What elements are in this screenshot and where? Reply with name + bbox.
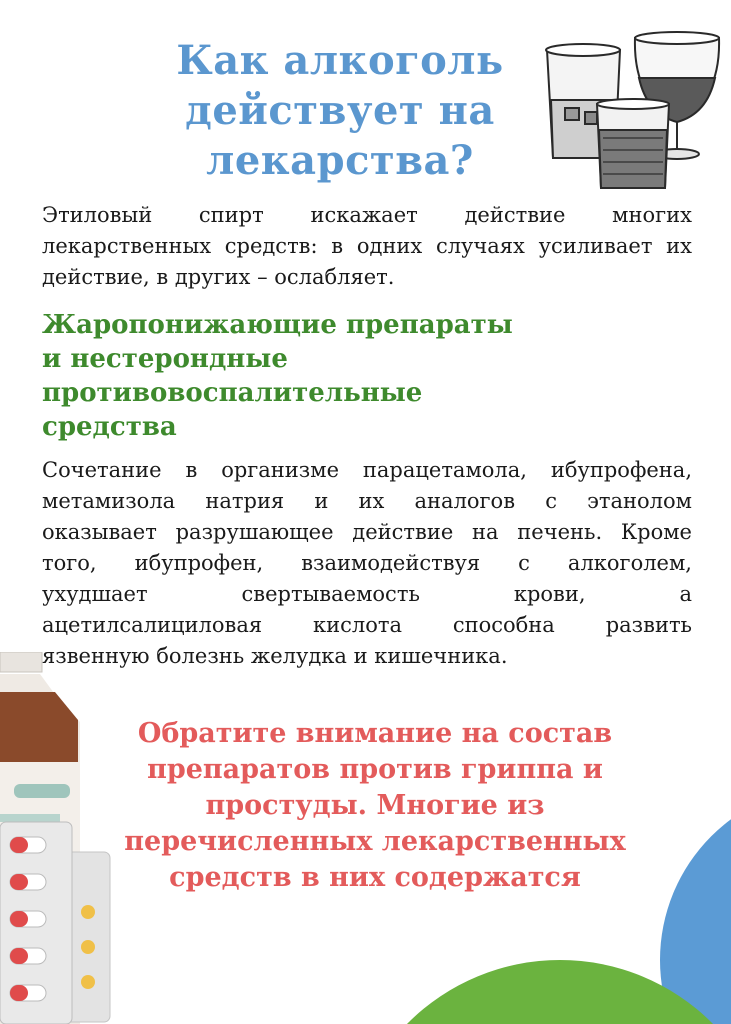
glasses-illustration — [535, 30, 725, 195]
page-title — [120, 36, 560, 186]
section-heading — [42, 308, 642, 444]
warning-callout — [75, 716, 675, 896]
intro-line: лекарственных средств: в одних случаях усиливает их — [42, 234, 692, 258]
callout-line: Обратите внимание на состав — [137, 718, 613, 749]
callout-line: перечисленных лекарственных — [124, 826, 626, 857]
body-line: того, ибупрофен, взаимодействуя с алкоголем, — [42, 551, 692, 575]
callout-line: средств в них содержатся — [169, 862, 581, 893]
body-line: оказывает разрушающее действие на печень. Кроме — [42, 520, 692, 544]
body-line: ухудшает свертываемость крови, а — [42, 582, 692, 606]
callout-line: простуды. Многие из — [205, 790, 545, 821]
intro-line: Этиловый спирт искажает действие многих — [42, 203, 692, 227]
section-heading-line: противовоспалительные — [42, 378, 423, 408]
title-line: Как алкоголь — [176, 37, 504, 84]
title-line: лекарства? — [206, 137, 474, 184]
body-line: Сочетание в организме парацетамола, ибупрофена, — [42, 458, 692, 482]
body-paragraph — [42, 455, 692, 672]
section-heading-line: и нестерондные — [42, 344, 288, 374]
intro-paragraph — [42, 200, 692, 293]
section-heading-line: Жаропонижающие препараты — [42, 310, 513, 340]
intro-line: действие, в других – ослабляет. — [42, 265, 395, 289]
body-line: язвенную болезнь желудка и кишечника. — [42, 644, 508, 668]
section-heading-line: средства — [42, 412, 177, 442]
body-line: метамизола натрия и их аналогов с этанолом — [42, 489, 692, 513]
body-line: ацетилсалициловая кислота способна развить — [42, 613, 692, 637]
callout-line: препаратов против гриппа и — [147, 754, 603, 785]
title-line: действует на — [185, 87, 495, 134]
